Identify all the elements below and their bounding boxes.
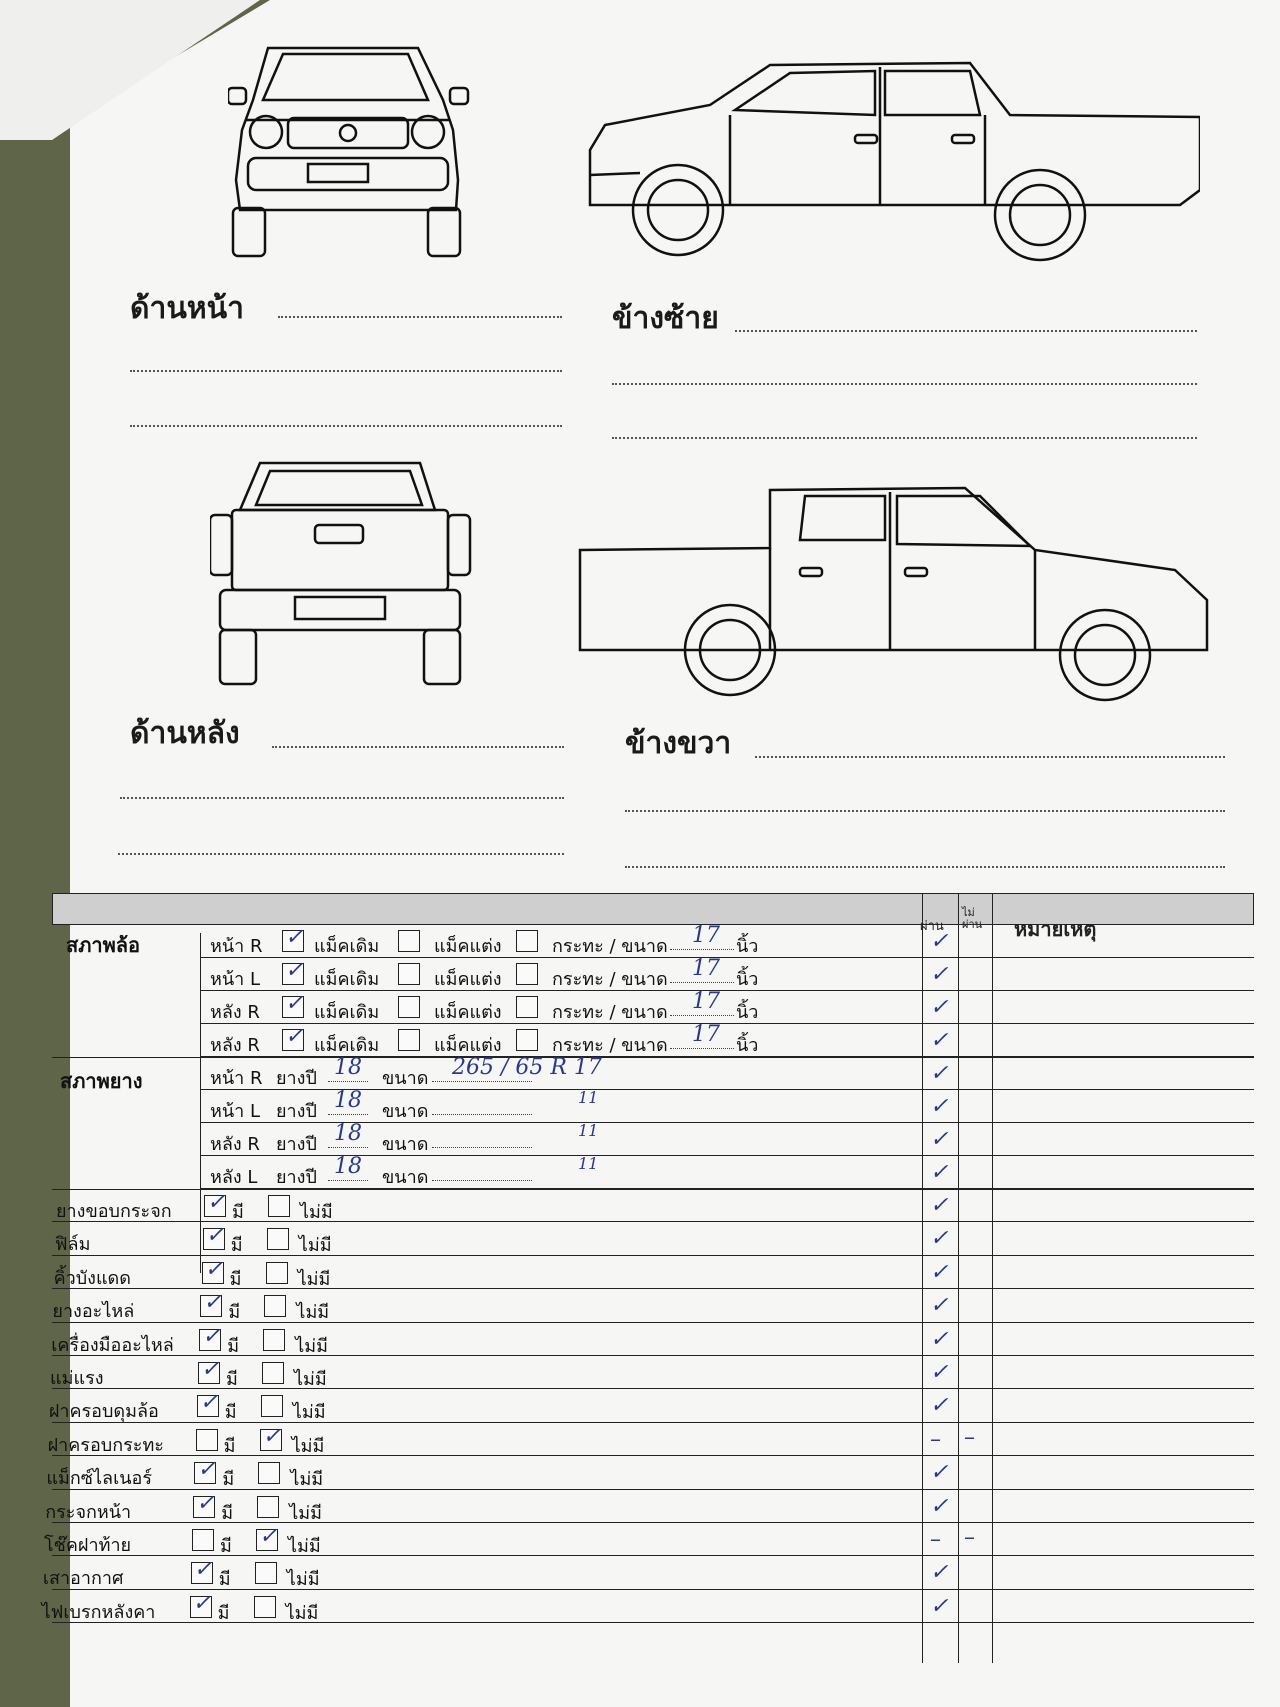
wheel-size-value[interactable]: 17	[692, 989, 720, 1014]
item-pass-mark[interactable]: ✓	[930, 1493, 949, 1519]
wheel-stock-check: ✓	[285, 1024, 304, 1049]
wheel-size-value[interactable]: 17	[692, 923, 720, 948]
tire-year-label: ยางปี	[276, 1167, 317, 1188]
item-has-checkbox[interactable]	[196, 1429, 218, 1451]
item-none-checkbox[interactable]	[258, 1462, 280, 1484]
item-has-label: มี	[224, 1402, 237, 1424]
wheel-rim-checkbox[interactable]	[516, 1029, 538, 1051]
wheel-stock-label: แม็คเดิม	[314, 969, 380, 990]
item-has-label: มี	[221, 1502, 234, 1524]
item-name: แม็กซ์ไลเนอร์	[46, 1468, 153, 1490]
tire-year-dots	[328, 1114, 368, 1115]
item-none-label: ไม่มี	[291, 1435, 325, 1457]
item-name: ฝาครอบกระทะ	[47, 1434, 164, 1456]
wheel-pass-mark[interactable]: ✓	[930, 995, 949, 1020]
item-pass-mark[interactable]: ✓	[930, 1226, 949, 1252]
item-fail-mark[interactable]: –	[964, 1525, 975, 1550]
wheel-custom-checkbox[interactable]	[398, 930, 420, 952]
wheel-size-dots	[670, 1048, 734, 1049]
item-row	[52, 1590, 1254, 1623]
tire-size-label: ขนาด	[382, 1068, 429, 1089]
item-has-label: มี	[220, 1536, 232, 1557]
rear-note-line-2[interactable]	[120, 797, 564, 799]
wheel-rim-checkbox[interactable]	[516, 963, 538, 985]
wheel-size-dots	[670, 1015, 734, 1016]
item-pass-mark[interactable]: ✓	[930, 1326, 949, 1352]
tire-pass-mark[interactable]: ✓	[930, 1160, 949, 1185]
wheel-stock-check: ✓	[285, 991, 304, 1016]
item-has-label: มี	[226, 1369, 238, 1390]
tire-position: หลัง L	[210, 1167, 258, 1188]
wheel-size-label: กระทะ / ขนาด	[552, 1002, 668, 1023]
tire-year-label: ยางปี	[276, 1134, 317, 1155]
right-note-line-1[interactable]	[755, 756, 1225, 758]
wheel-pass-mark[interactable]: ✓	[930, 1028, 949, 1053]
wheel-pass-mark[interactable]: ✓	[930, 929, 949, 954]
item-none-checkbox[interactable]	[266, 1262, 288, 1284]
item-none-check: ✓	[262, 1423, 282, 1449]
wheel-size-dots	[670, 982, 734, 983]
item-pass-mark[interactable]: ✓	[930, 1593, 949, 1619]
item-name: ยางขอบกระจก	[56, 1201, 172, 1222]
item-pass-mark[interactable]: –	[930, 1426, 941, 1452]
wheel-position: หลัง R	[210, 1002, 260, 1023]
item-pass-mark[interactable]: ✓	[930, 1193, 949, 1218]
tire-year-value[interactable]: 18	[334, 1088, 362, 1113]
item-fail-mark[interactable]: –	[964, 1424, 975, 1450]
wheel-position: หน้า R	[210, 936, 263, 957]
item-has-check: ✓	[202, 1323, 221, 1349]
tire-size-value[interactable]: 265 / 65 R 17	[452, 1055, 602, 1080]
front-note-line-2[interactable]	[130, 370, 562, 372]
wheel-size-label: กระทะ / ขนาด	[552, 969, 668, 990]
item-has-label: มี	[230, 1235, 243, 1257]
item-has-check: ✓	[197, 1457, 216, 1483]
item-pass-mark[interactable]: ✓	[930, 1293, 949, 1319]
tire-size-label: ขนาด	[382, 1101, 429, 1122]
item-has-check: ✓	[196, 1490, 215, 1516]
left-note-line-2[interactable]	[612, 383, 1197, 385]
item-none-checkbox[interactable]	[257, 1496, 279, 1518]
wheel-size-value[interactable]: 17	[692, 956, 720, 981]
item-name: เสาอากาศ	[42, 1568, 124, 1590]
item-row	[52, 1556, 1254, 1589]
item-pass-mark[interactable]: ✓	[930, 1393, 949, 1419]
left-note-line-1[interactable]	[735, 330, 1197, 332]
tire-size-label: ขนาด	[382, 1134, 429, 1155]
right-note-line-2[interactable]	[625, 810, 1225, 812]
item-name: โช๊คฝาท้าย	[44, 1535, 132, 1556]
item-none-label: ไม่มี	[294, 1369, 327, 1390]
right-note-line-3[interactable]	[625, 866, 1225, 868]
item-has-label: มี	[217, 1602, 230, 1624]
item-has-check: ✓	[192, 1590, 212, 1616]
item-none-label: ไม่มี	[298, 1235, 332, 1257]
rear-view-label: ด้านหลัง	[130, 716, 240, 751]
item-none-checkbox[interactable]	[254, 1596, 276, 1618]
item-none-label: ไม่มี	[295, 1335, 328, 1357]
item-has-label: มี	[227, 1335, 240, 1357]
item-has-label: มี	[228, 1302, 241, 1324]
item-pass-mark[interactable]: ✓	[930, 1460, 949, 1486]
front-note-line-1[interactable]	[278, 316, 562, 318]
item-none-checkbox[interactable]	[267, 1228, 289, 1250]
wheel-size-label: กระทะ / ขนาด	[552, 936, 668, 957]
wheel-stock-label: แม็คเดิม	[314, 1002, 380, 1023]
wheel-size-unit: นิ้ว	[736, 1035, 759, 1056]
wheel-rim-checkbox[interactable]	[516, 930, 538, 952]
item-none-check: ✓	[259, 1524, 278, 1549]
item-pass-mark[interactable]: ✓	[930, 1560, 949, 1586]
tire-size-dots	[432, 1081, 532, 1082]
truck-front-diagram	[228, 40, 498, 260]
tire-year-label: ยางปี	[276, 1101, 317, 1122]
wheel-custom-label: แม็คแต่ง	[434, 969, 502, 990]
item-none-checkbox[interactable]	[263, 1329, 285, 1351]
tire-size-dots	[432, 1114, 532, 1115]
wheel-category-label: สภาพล้อ	[66, 933, 141, 957]
tire-pass-mark[interactable]: ✓	[930, 1127, 949, 1152]
item-has-label: มี	[218, 1569, 231, 1591]
tire-pass-mark[interactable]: ✓	[930, 1094, 949, 1119]
item-none-label: ไม่มี	[285, 1602, 319, 1624]
item-none-checkbox[interactable]	[262, 1362, 284, 1384]
item-none-checkbox[interactable]	[264, 1295, 286, 1317]
wheel-custom-label: แม็คแต่ง	[434, 1002, 502, 1023]
item-name: ฝาครอบดุมล้อ	[48, 1401, 159, 1423]
left-note-line-3[interactable]	[612, 437, 1197, 439]
tire-year-value[interactable]: 18	[334, 1055, 362, 1080]
tire-pass-mark[interactable]: ✓	[930, 1061, 949, 1086]
front-view-label: ด้านหน้า	[130, 291, 244, 326]
tire-size-dots	[432, 1180, 532, 1181]
item-none-label: ไม่มี	[290, 1469, 324, 1491]
rear-note-line-1[interactable]	[272, 746, 564, 748]
item-none-label: ไม่มี	[296, 1302, 330, 1324]
wheel-custom-checkbox[interactable]	[398, 963, 420, 985]
item-has-label: มี	[223, 1435, 236, 1457]
right-view-label: ข้างขวา	[625, 726, 732, 761]
wheel-size-unit: นิ้ว	[736, 1002, 759, 1023]
item-none-label: ไม่มี	[288, 1536, 321, 1557]
wheel-stock-label: แม็คเดิม	[314, 936, 380, 957]
item-none-label: ไม่มี	[300, 1202, 333, 1223]
item-name: กระจกหน้า	[45, 1501, 132, 1523]
item-has-check: ✓	[203, 1290, 222, 1316]
wheel-stock-check: ✓	[285, 958, 304, 983]
item-none-label: ไม่มี	[297, 1268, 331, 1290]
left-view-label: ข้างซ้าย	[612, 301, 719, 336]
wheel-size-unit: นิ้ว	[736, 969, 759, 990]
item-name: ยางอะไหล่	[52, 1301, 135, 1323]
header-fail: ไม่ผ่าน	[962, 906, 983, 931]
item-none-label: ไม่มี	[292, 1402, 326, 1424]
item-pass-mark[interactable]: ✓	[930, 1259, 949, 1285]
item-name: เครื่องมืออะไหล่	[51, 1334, 174, 1356]
tire-year-dots	[328, 1180, 368, 1181]
wheel-size-label: กระทะ / ขนาด	[552, 1035, 668, 1056]
tire-year-dots	[328, 1147, 368, 1148]
item-has-check: ✓	[207, 1190, 226, 1215]
tire-position: หน้า R	[210, 1068, 263, 1089]
wheel-custom-checkbox[interactable]	[398, 1029, 420, 1051]
item-none-label: ไม่มี	[286, 1569, 320, 1591]
wheel-rim-checkbox[interactable]	[516, 996, 538, 1018]
wheel-custom-label: แม็คแต่ง	[434, 936, 502, 957]
tire-size-dots	[432, 1147, 532, 1148]
wheel-position: หลัง R	[210, 1035, 260, 1056]
item-row	[52, 1523, 1254, 1556]
wheel-pass-mark[interactable]: ✓	[930, 962, 949, 987]
item-has-check: ✓	[205, 1223, 225, 1249]
item-name: ไฟเบรกหลังคา	[41, 1601, 156, 1623]
wheel-custom-label: แม็คแต่ง	[434, 1035, 502, 1056]
item-none-checkbox[interactable]	[268, 1195, 290, 1217]
header-note: หมายเหตุ	[1014, 917, 1097, 941]
item-has-check: ✓	[193, 1557, 213, 1583]
item-name: คิ้วบังแดด	[53, 1267, 131, 1289]
front-note-line-3[interactable]	[130, 425, 562, 427]
item-has-check: ✓	[199, 1390, 219, 1416]
item-has-checkbox[interactable]	[192, 1529, 214, 1551]
tire-year-value[interactable]: 18	[334, 1154, 362, 1179]
truck-rear-diagram	[210, 455, 490, 690]
wheel-size-dots	[670, 949, 734, 950]
item-name: ฟิล์ม	[54, 1234, 91, 1256]
tire-size-value[interactable]: 11	[578, 1121, 599, 1140]
wheel-custom-checkbox[interactable]	[398, 996, 420, 1018]
tire-size-label: ขนาด	[382, 1167, 429, 1188]
tire-year-value[interactable]: 18	[334, 1121, 362, 1146]
inspection-table	[41, 893, 1254, 1663]
rear-note-line-3[interactable]	[118, 853, 564, 855]
tire-year-label: ยางปี	[276, 1068, 317, 1089]
item-has-check: ✓	[204, 1256, 224, 1282]
tire-position: หน้า L	[210, 1101, 261, 1122]
item-has-check: ✓	[201, 1357, 220, 1382]
item-name: แม่แรง	[50, 1368, 104, 1389]
truck-left-side-diagram	[580, 55, 1200, 265]
wheel-size-unit: นิ้ว	[736, 936, 759, 957]
header-pass: ผ่าน	[920, 919, 944, 934]
wheel-position: หน้า L	[210, 969, 261, 990]
truck-right-side-diagram	[575, 480, 1215, 705]
item-has-label: มี	[232, 1202, 244, 1223]
item-pass-mark[interactable]: –	[930, 1527, 941, 1552]
item-has-label: มี	[222, 1469, 235, 1491]
item-none-checkbox[interactable]	[261, 1395, 283, 1417]
item-none-label: ไม่มี	[289, 1502, 322, 1524]
tire-size-value[interactable]: 11	[578, 1154, 599, 1173]
wheel-stock-check: ✓	[285, 925, 304, 950]
tire-position: หลัง R	[210, 1134, 260, 1155]
item-has-label: มี	[229, 1268, 242, 1290]
tire-size-value[interactable]: 11	[578, 1088, 599, 1107]
wheel-size-value[interactable]: 17	[692, 1022, 720, 1047]
item-none-checkbox[interactable]	[255, 1562, 277, 1584]
wheel-stock-label: แม็คเดิม	[314, 1035, 380, 1056]
tire-year-dots	[328, 1081, 368, 1082]
item-pass-mark[interactable]: ✓	[930, 1360, 949, 1385]
tire-category-label: สภาพยาง	[60, 1069, 143, 1093]
